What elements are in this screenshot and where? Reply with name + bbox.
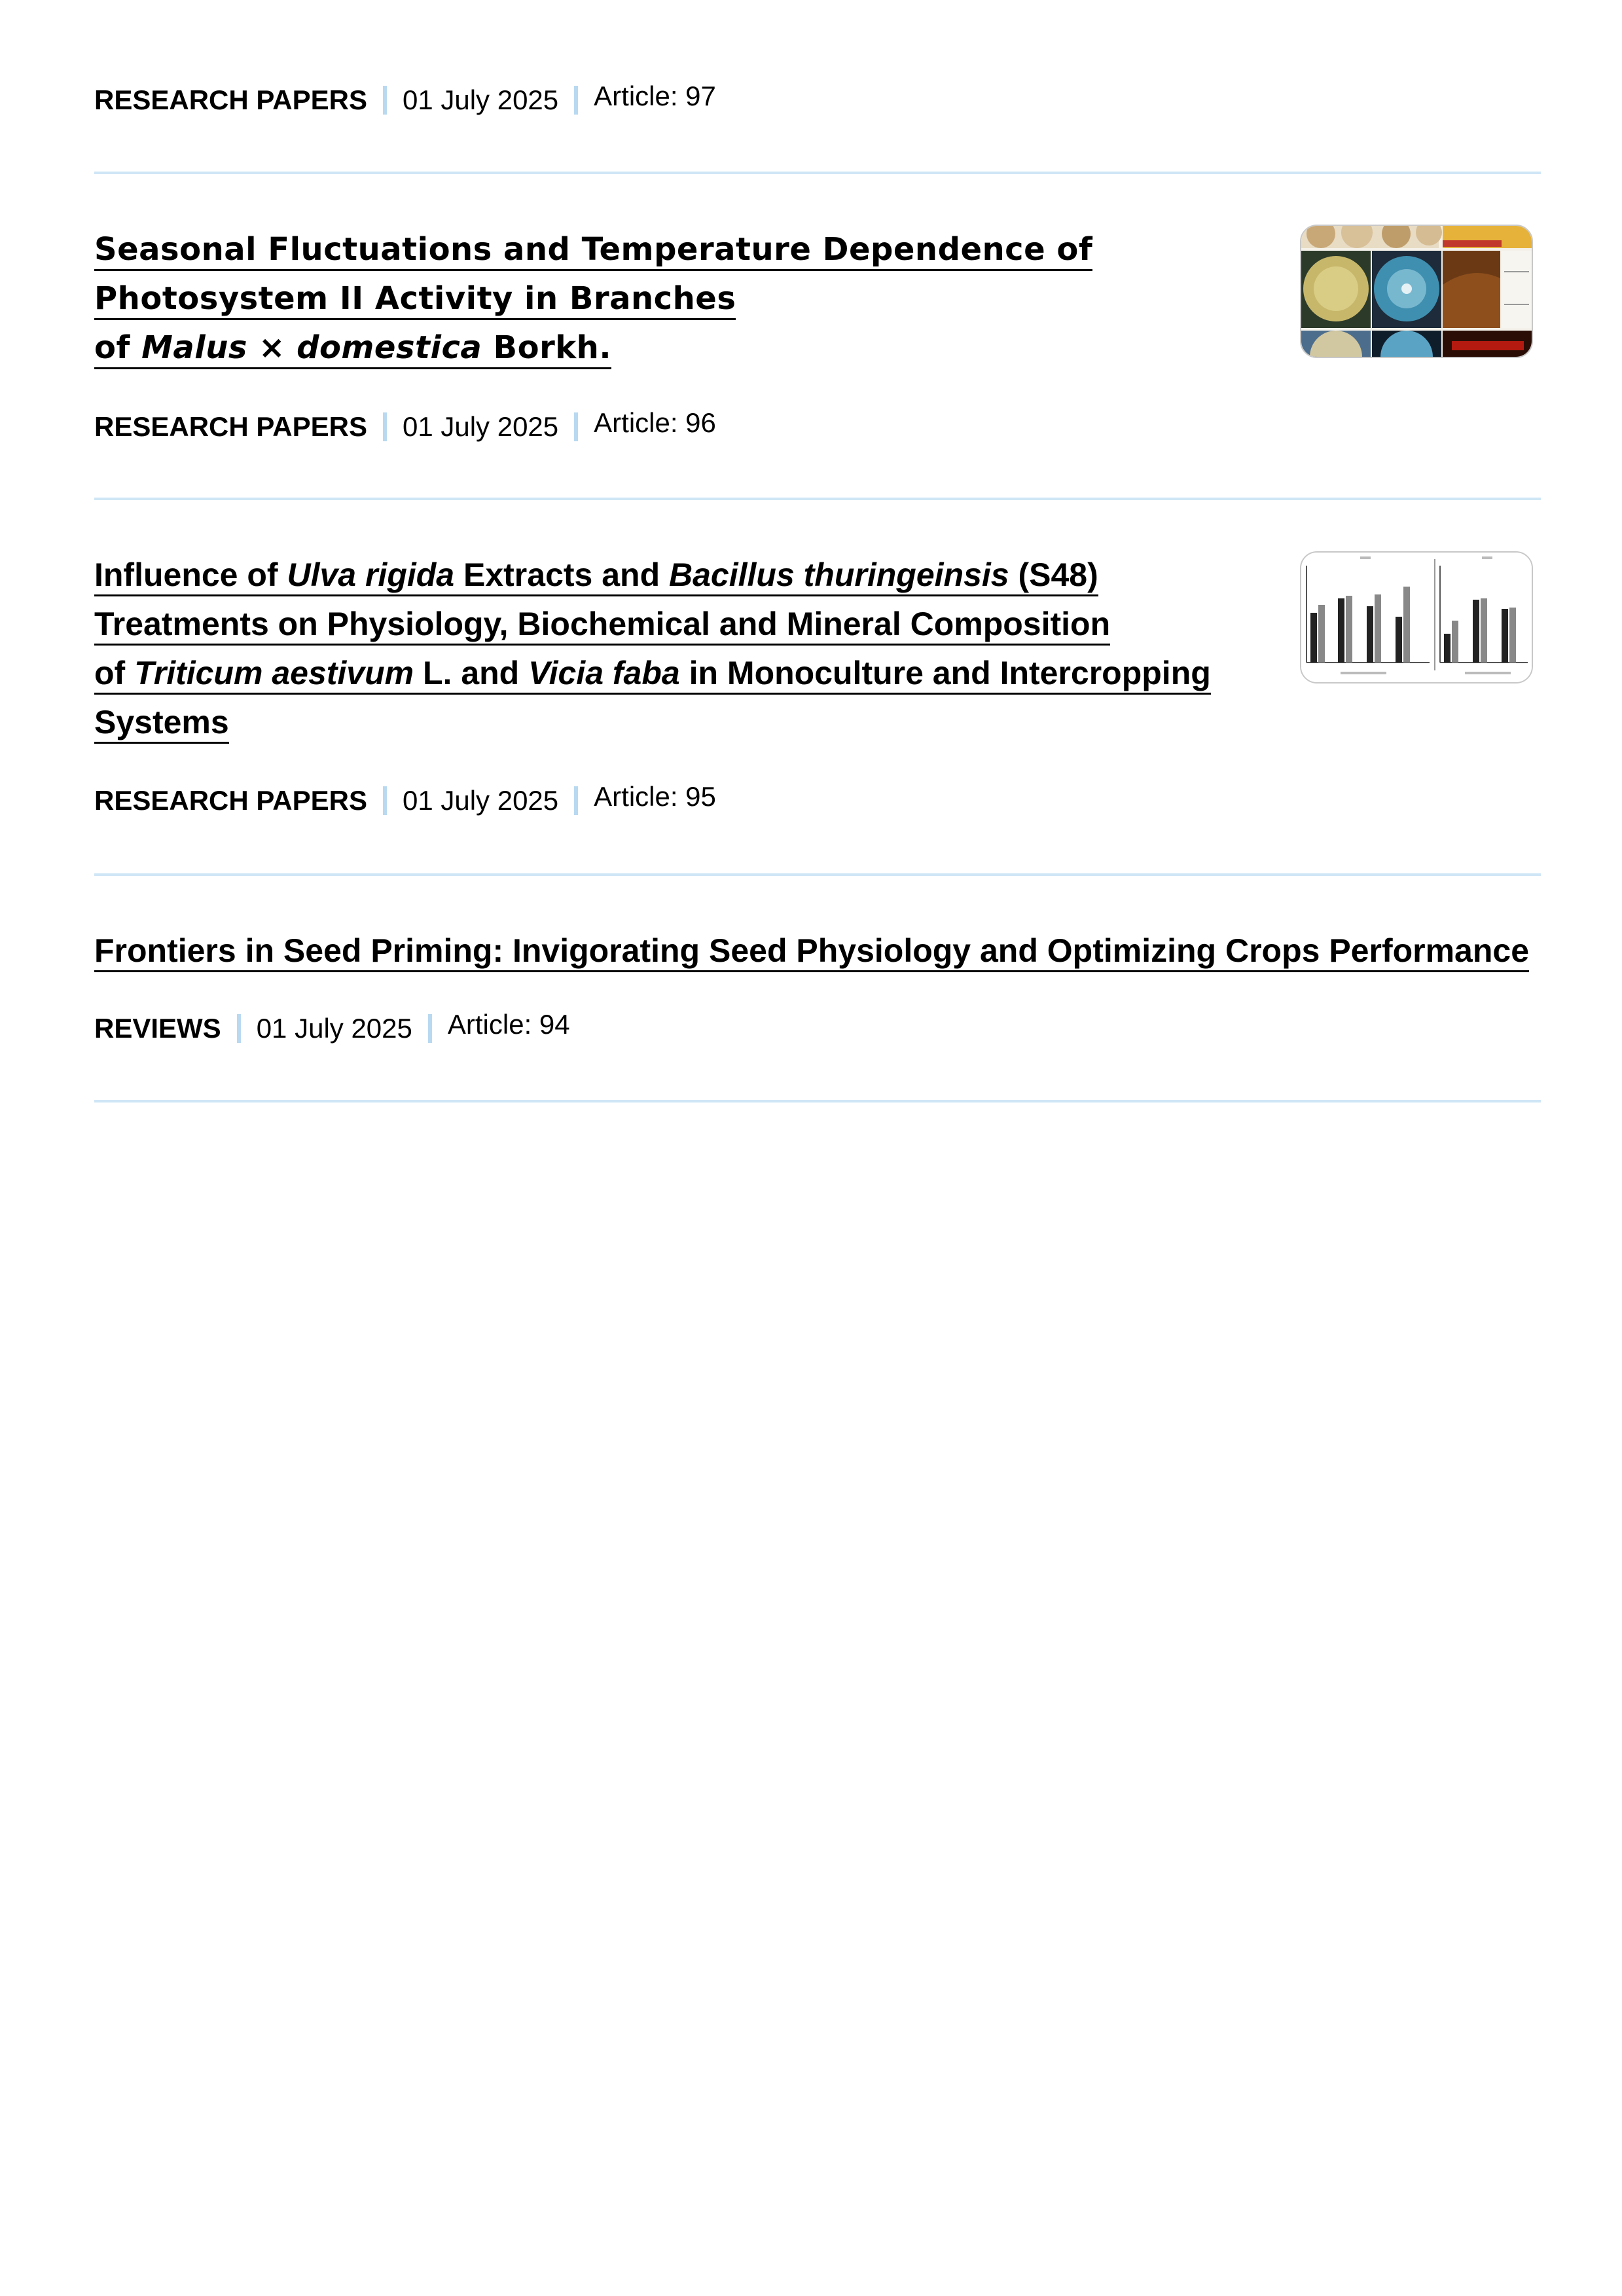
petri-dish-figure-image [1301,226,1532,357]
title-fragment[interactable]: L. and [414,655,529,691]
divider [94,873,1541,876]
separator [383,86,387,115]
article-number: Article: 94 [447,1009,570,1040]
separator [574,412,578,441]
separator [574,786,578,815]
title-line[interactable]: Systems [94,704,229,744]
category-label[interactable]: RESEARCH PAPERS [94,785,367,816]
title-fragment-italic[interactable]: Malus [141,329,247,366]
title-fragment[interactable]: × [247,329,297,366]
title-line[interactable]: Seasonal Fluctuations and Temperature Dependence of [94,231,1092,271]
publication-date: 01 July 2025 [256,1013,412,1044]
category-label[interactable]: RESEARCH PAPERS [94,84,367,115]
title-fragment[interactable]: of [94,655,135,691]
article-number: Article: 95 [594,781,716,812]
title-fragment-italic[interactable]: Ulva rigida [287,556,455,593]
title-fragment[interactable]: of [94,329,142,366]
title-line[interactable]: Photosystem II Activity in Branches [94,280,736,320]
title-fragment-italic[interactable]: Vicia faba [528,655,680,691]
separator [574,86,578,115]
title-fragment-italic[interactable]: Triticum aestivum [134,655,414,691]
publication-date: 01 July 2025 [402,411,559,442]
article-number: Article: 96 [594,407,716,438]
article-thumbnail[interactable] [1300,551,1533,683]
separator [383,412,387,441]
title-fragment[interactable]: Extracts and [454,556,670,593]
bar-chart-figure-image [1301,553,1532,682]
separator [383,786,387,815]
separator [237,1014,241,1043]
title-line[interactable]: Frontiers in Seed Priming: Invigorating Seed Physiology and Optimizing Crops Performance [94,932,1529,972]
article-meta [94,781,716,820]
category-label[interactable]: REVIEWS [94,1013,221,1044]
publication-date: 01 July 2025 [402,785,559,816]
title-fragment[interactable]: Influence of [94,556,287,593]
title-fragment[interactable]: (S48) [1009,556,1098,593]
title-fragment[interactable]: in Monoculture and Intercropping [679,655,1211,691]
article-meta [94,1009,570,1048]
divider [94,1100,1541,1102]
divider [94,498,1541,500]
article-title-link[interactable] [94,926,1529,975]
divider [94,172,1541,174]
title-fragment-italic[interactable]: domestica [297,329,482,366]
title-fragment[interactable]: Borkh. [482,329,612,366]
article-meta [94,407,716,446]
separator [428,1014,432,1043]
article-title-link[interactable] [94,225,1092,373]
category-label[interactable]: RESEARCH PAPERS [94,411,367,442]
publication-date: 01 July 2025 [402,84,559,115]
article-meta [94,81,716,120]
article-number: Article: 97 [594,81,716,111]
title-fragment-italic[interactable]: Bacillus thuringeinsis [669,556,1009,593]
title-line[interactable]: Treatments on Physiology, Biochemical and Mineral Composition [94,606,1110,646]
article-thumbnail[interactable] [1300,225,1533,358]
article-title-link[interactable] [94,551,1211,747]
